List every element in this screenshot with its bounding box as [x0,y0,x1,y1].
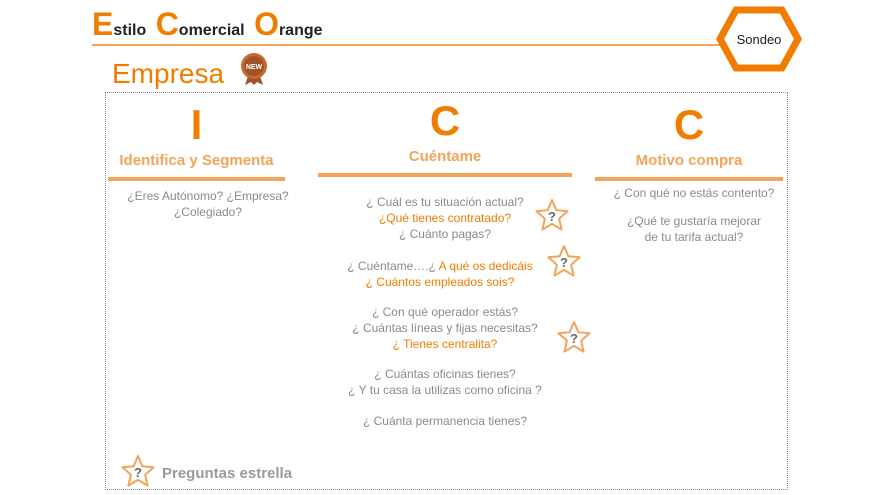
column-motivo [595,101,783,181]
column-underline [108,177,285,181]
cuentame-group-2 [320,258,560,290]
brand-word-estilo: Estilo [92,6,147,42]
svg-text:?: ? [560,255,568,270]
star-question-text: A qué os dedicáis [435,259,533,273]
sondeo-button[interactable] [716,6,802,72]
column-title: Cuéntame [408,148,482,165]
motivo-questions [596,185,792,245]
star-question-icon [546,244,582,278]
column-title: Motivo compra [635,152,743,169]
cuentame-group-4 [330,366,560,398]
sondeo-label: Sondeo [736,32,782,47]
column-underline [318,173,572,177]
question-text: ¿ Cuánta permanencia tienes? [362,414,528,428]
column-identifica [108,101,285,181]
star-question-icon [556,320,592,354]
cuentame-group-5 [330,413,560,429]
question-text: de tu tarifa actual? [644,230,744,244]
column-letter: I [190,101,203,148]
column-underline [595,177,783,181]
cuentame-group-1 [330,194,560,242]
star-question-text: ¿ Cuántos empleados sois? [365,275,515,289]
cuentame-group-3 [320,304,570,352]
column-letter: C [429,97,461,144]
legend-label: Preguntas estrella [162,465,293,482]
column-letter: C [673,101,705,148]
star-question-text: ¿Qué tienes contratado? [378,211,512,225]
question-text: ¿ Y tu casa la utilizas como oficina ? [348,383,542,397]
question-text: ¿Qué te gustaría mejorar [626,214,762,228]
question-text: ¿ Cuántas líneas y fijas necesitas? [352,321,538,335]
column-title: Identifica y Segmenta [119,152,274,169]
question-text: ¿Eres Autónomo? ¿Empresa? [127,189,289,203]
question-text: ¿ Cuántas oficinas tienes? [374,367,516,381]
section-title: Empresa [112,58,225,89]
question-text: ¿ Con qué no estás contento? [613,186,775,200]
star-question-text: ¿ Tienes centralita? [392,337,498,351]
question-text: ¿ Cuéntame….¿ [347,259,436,273]
legend-star-icon [120,454,156,488]
svg-text:?: ? [134,465,142,480]
brand-word-comercial: Comercial [155,6,245,42]
question-text: ¿ Cuánto pagas? [398,227,492,241]
brand-title [92,8,328,40]
identifica-questions [108,188,308,220]
new-badge-icon [238,52,270,86]
svg-text:?: ? [570,331,578,346]
question-text: ¿ Con qué operador estás? [371,305,519,319]
new-badge-label: NEW [245,64,263,71]
header-divider [92,44,734,46]
question-text: ¿Colegiado? [173,205,243,219]
question-text: ¿ Cuál es tu situación actual? [366,195,524,209]
brand-word-orange: Orange [254,6,323,42]
svg-text:?: ? [548,209,556,224]
question-line [320,258,560,274]
column-cuentame [318,97,572,177]
star-question-icon [534,198,570,232]
